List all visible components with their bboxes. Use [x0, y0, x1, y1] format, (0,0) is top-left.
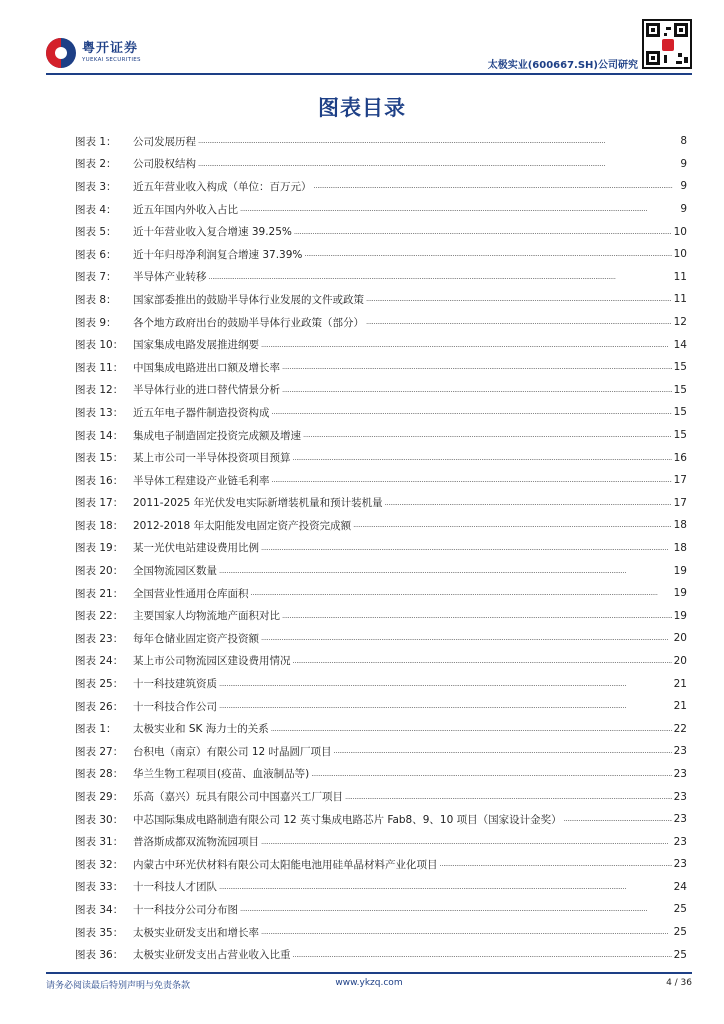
- toc-dot-leader: [198, 160, 673, 168]
- toc-entry-title: 内蒙古中环光伏材料有限公司太阳能电池用硅单晶材料产业化项目: [133, 858, 438, 871]
- logo-english-name: YUEKAI SECURITIES: [82, 57, 141, 64]
- toc-entry-page: 15: [673, 429, 687, 442]
- toc-entry-page: 16: [673, 451, 687, 464]
- toc-entry-title: 太极实业研发支出占营业收入比重: [133, 949, 291, 962]
- toc-entry-page: 11: [673, 293, 687, 306]
- toc-entry-page: 23: [673, 835, 687, 848]
- toc-entry-label: 图表 22：: [75, 610, 124, 623]
- toc-entry-title: 乐高（嘉兴）玩具有限公司中国嘉兴工厂项目: [133, 791, 343, 804]
- toc-entry-title: 各个地方政府出台的鼓励半导体行业政策（部分）: [133, 316, 364, 329]
- toc-entry-page: 19: [673, 564, 687, 577]
- toc-entry-title: 中国集成电路进出口额及增长率: [133, 361, 280, 374]
- toc-entry-page: 19: [673, 609, 687, 622]
- toc-entry-page: 18: [673, 519, 687, 532]
- toc-entry-page: 23: [673, 813, 687, 826]
- company-logo: [46, 36, 141, 70]
- toc-entry-page: 14: [673, 338, 687, 351]
- toc-entry-page: 9: [680, 180, 687, 193]
- toc-dot-leader: [272, 408, 672, 416]
- logo-name: 粤开证券: [82, 41, 139, 57]
- toc-entry-title: 公司股权结构: [133, 158, 196, 171]
- toc-entry-page: 17: [673, 496, 687, 509]
- toc-entry-title: 半导体产业转移: [133, 271, 207, 284]
- toc-entry-title: 国家集成电路发展推进纲要: [133, 339, 259, 352]
- toc-entry-title: 太极实业研发支出和增长率: [133, 926, 259, 939]
- toc-entry-title: 集成电子制造固定投资完成额及增速: [133, 429, 301, 442]
- toc-entry-label: 图表 16：: [75, 474, 124, 487]
- toc-entry-page: 21: [673, 677, 687, 690]
- toc-entry[interactable]: [75, 785, 687, 808]
- table-of-figures: [75, 130, 687, 966]
- toc-dot-leader: [282, 363, 672, 371]
- toc-dot-leader: [261, 544, 672, 552]
- toc-entry-label: 图表 1：: [75, 135, 117, 148]
- toc-entry-label: 图表 35：: [75, 926, 124, 939]
- logo-mark-icon: [46, 38, 76, 68]
- toc-entry[interactable]: [75, 763, 687, 786]
- toc-dot-leader: [251, 589, 672, 597]
- toc-dot-leader: [261, 341, 672, 349]
- toc-dot-leader: [271, 725, 672, 733]
- toc-entry-label: 图表 27：: [75, 745, 124, 758]
- toc-entry[interactable]: [75, 808, 687, 831]
- toc-entry-page: 10: [673, 248, 687, 261]
- toc-entry-page: 15: [673, 406, 687, 419]
- toc-entry-label: 图表 18：: [75, 519, 124, 532]
- toc-dot-leader: [272, 476, 672, 484]
- toc-entry-title: 太极实业和 SK 海力士的关系: [133, 723, 269, 736]
- page-footer: [46, 978, 692, 992]
- toc-dot-leader: [219, 702, 672, 710]
- toc-entry-label: 图表 7：: [75, 271, 117, 284]
- toc-entry[interactable]: [75, 898, 687, 921]
- toc-entry-page: 20: [673, 654, 687, 667]
- toc-entry-label: 图表 33：: [75, 881, 124, 894]
- page-number: 4 / 36: [666, 978, 692, 988]
- toc-entry-label: 图表 14：: [75, 429, 124, 442]
- toc-entry-label: 图表 1：: [75, 723, 117, 736]
- toc-entry-page: 22: [673, 722, 687, 735]
- page-title: 图表目录: [318, 96, 406, 120]
- toc-dot-leader: [334, 747, 672, 755]
- footer-divider: [46, 972, 692, 974]
- toc-entry[interactable]: [75, 672, 687, 695]
- toc-entry-label: 图表 34：: [75, 903, 124, 916]
- toc-entry-page: 9: [680, 157, 687, 170]
- toc-entry[interactable]: [75, 650, 687, 673]
- toc-entry[interactable]: [75, 220, 687, 243]
- toc-dot-leader: [314, 182, 674, 190]
- toc-entry-page: 15: [673, 383, 687, 396]
- toc-entry[interactable]: [75, 695, 687, 718]
- toc-entry-title: 近十年归母净利润复合增速 37.39%: [133, 248, 303, 261]
- toc-entry-label: 图表 21：: [75, 587, 124, 600]
- website-link[interactable]: www.ykzq.com: [335, 978, 403, 988]
- toc-entry[interactable]: [75, 943, 687, 966]
- toc-entry[interactable]: [75, 582, 687, 605]
- toc-entry-page: 19: [673, 587, 687, 600]
- toc-entry-title: 近五年营业收入构成（单位：百万元）: [133, 180, 312, 193]
- toc-dot-leader: [219, 567, 672, 575]
- toc-entry-title: 半导体工程建设产业链毛利率: [133, 474, 270, 487]
- toc-entry-title: 十一科技人才团队: [133, 881, 217, 894]
- toc-entry-label: 图表 17：: [75, 497, 124, 510]
- qr-code-icon: [642, 19, 692, 69]
- toc-entry-title: 全国物流园区数量: [133, 565, 217, 578]
- toc-entry-page: 12: [673, 316, 687, 329]
- toc-entry[interactable]: [75, 740, 687, 763]
- toc-entry-title: 某一光伏电站建设费用比例: [133, 542, 259, 555]
- toc-entry[interactable]: [75, 627, 687, 650]
- toc-entry-label: 图表 4：: [75, 203, 117, 216]
- toc-entry-label: 图表 32：: [75, 858, 124, 871]
- toc-entry[interactable]: [75, 469, 687, 492]
- toc-entry-page: 21: [673, 700, 687, 713]
- toc-entry-label: 图表 13：: [75, 406, 124, 419]
- toc-entry-label: 图表 8：: [75, 293, 117, 306]
- toc-entry-label: 图表 28：: [75, 768, 124, 781]
- toc-entry[interactable]: [75, 153, 687, 176]
- toc-dot-leader: [198, 137, 673, 145]
- toc-dot-leader: [564, 815, 672, 823]
- toc-entry-label: 图表 29：: [75, 791, 124, 804]
- toc-entry[interactable]: [75, 198, 687, 221]
- toc-entry[interactable]: [75, 921, 687, 944]
- toc-entry-title: 公司发展历程: [133, 135, 196, 148]
- toc-entry-page: 25: [673, 926, 687, 939]
- report-title: 太极实业(600667.SH)公司研究: [487, 60, 638, 71]
- toc-dot-leader: [353, 521, 672, 529]
- toc-dot-leader: [366, 318, 672, 326]
- toc-entry[interactable]: [75, 830, 687, 853]
- toc-entry-title: 全国营业性通用仓库面积: [133, 587, 249, 600]
- toc-dot-leader: [219, 680, 672, 688]
- toc-entry-page: 17: [673, 474, 687, 487]
- toc-entry[interactable]: [75, 604, 687, 627]
- toc-entry-title: 某上市公司物流园区建设费用情况: [133, 655, 291, 668]
- toc-entry[interactable]: [75, 514, 687, 537]
- toc-dot-leader: [261, 838, 672, 846]
- toc-entry[interactable]: [75, 356, 687, 379]
- toc-entry-title: 国家部委推出的鼓励半导体行业发展的文件或政策: [133, 293, 364, 306]
- page-header: [0, 0, 724, 80]
- toc-entry-label: 图表 9：: [75, 316, 117, 329]
- toc-entry[interactable]: [75, 559, 687, 582]
- toc-entry[interactable]: [75, 446, 687, 469]
- toc-dot-leader: [293, 454, 672, 462]
- toc-entry[interactable]: [75, 717, 687, 740]
- toc-entry-label: 图表 36：: [75, 949, 124, 962]
- toc-dot-leader: [282, 612, 672, 620]
- toc-entry-title: 近十年营业收入复合增速 39.25%: [133, 226, 292, 239]
- toc-entry[interactable]: [75, 424, 687, 447]
- toc-entry-label: 图表 20：: [75, 565, 124, 578]
- toc-entry-title: 十一科技分公司分布图: [133, 903, 238, 916]
- toc-entry[interactable]: [75, 853, 687, 876]
- toc-entry-label: 图表 3：: [75, 180, 117, 193]
- toc-entry[interactable]: [75, 537, 687, 560]
- toc-entry[interactable]: [75, 333, 687, 356]
- toc-entry-label: 图表 30：: [75, 813, 124, 826]
- toc-dot-leader: [385, 499, 672, 507]
- toc-entry-title: 台积电（南京）有限公司 12 吋晶圆厂项目: [133, 745, 332, 758]
- toc-dot-leader: [261, 634, 672, 642]
- toc-entry-title: 某上市公司一半导体投资项目预算: [133, 452, 291, 465]
- toc-dot-leader: [261, 928, 672, 936]
- toc-entry[interactable]: [75, 492, 687, 515]
- toc-dot-leader: [440, 860, 672, 868]
- toc-entry-title: 2012-2018 年太阳能发电固定资产投资完成额: [133, 519, 352, 532]
- toc-entry-page: 23: [673, 745, 687, 758]
- toc-entry-label: 图表 11：: [75, 361, 124, 374]
- toc-entry[interactable]: [75, 288, 687, 311]
- toc-entry-label: 图表 15：: [75, 452, 124, 465]
- toc-entry-title: 十一科技建筑资质: [133, 678, 217, 691]
- toc-entry-label: 图表 5：: [75, 226, 117, 239]
- toc-dot-leader: [304, 250, 671, 258]
- toc-entry-page: 10: [673, 225, 687, 238]
- toc-entry[interactable]: [75, 130, 687, 153]
- toc-entry-label: 图表 19：: [75, 542, 124, 555]
- toc-entry-page: 18: [673, 541, 687, 554]
- toc-entry-label: 图表 6：: [75, 248, 117, 261]
- toc-entry-title: 近五年国内外收入占比: [133, 203, 238, 216]
- toc-entry[interactable]: [75, 311, 687, 334]
- toc-entry-label: 图表 26：: [75, 700, 124, 713]
- toc-dot-leader: [282, 386, 672, 394]
- toc-entry[interactable]: [75, 379, 687, 402]
- toc-entry-page: 23: [673, 767, 687, 780]
- header-divider: [46, 73, 692, 75]
- toc-entry-page: 9: [680, 203, 687, 216]
- toc-dot-leader: [345, 793, 672, 801]
- toc-entry-page: 23: [673, 858, 687, 871]
- toc-dot-leader: [240, 905, 672, 913]
- toc-entry-page: 11: [673, 270, 687, 283]
- toc-entry[interactable]: [75, 876, 687, 899]
- toc-entry-title: 普洛斯成都双流物流园项目: [133, 836, 259, 849]
- toc-entry-page: 25: [673, 948, 687, 961]
- toc-entry-label: 图表 31：: [75, 836, 124, 849]
- toc-entry-label: 图表 10：: [75, 339, 124, 352]
- toc-entry-title: 近五年电子器件制造投资构成: [133, 406, 270, 419]
- toc-dot-leader: [219, 883, 672, 891]
- toc-entry-page: 20: [673, 632, 687, 645]
- toc-entry-label: 图表 24：: [75, 655, 124, 668]
- toc-entry-page: 24: [673, 880, 687, 893]
- toc-entry[interactable]: [75, 243, 687, 266]
- toc-dot-leader: [209, 273, 672, 281]
- toc-entry-title: 十一科技合作公司: [133, 700, 217, 713]
- disclaimer-link[interactable]: 请务必阅读最后特别声明与免责条款: [46, 981, 191, 991]
- toc-entry[interactable]: [75, 266, 687, 289]
- toc-entry[interactable]: [75, 401, 687, 424]
- toc-entry-page: 8: [680, 135, 687, 148]
- toc-entry-title: 2011-2025 年光伏发电实际新增装机量和预计装机量: [133, 497, 383, 510]
- toc-entry-page: 25: [673, 903, 687, 916]
- toc-entry-label: 图表 23：: [75, 632, 124, 645]
- toc-entry-title: 中芯国际集成电路制造有限公司 12 英寸集成电路芯片 Fab8、9、10 项目（国家设计金奖）: [133, 813, 562, 826]
- toc-dot-leader: [293, 657, 672, 665]
- toc-entry-page: 15: [673, 361, 687, 374]
- toc-dot-leader: [240, 205, 673, 213]
- toc-entry-page: 23: [673, 790, 687, 803]
- toc-entry-label: 图表 2：: [75, 158, 117, 171]
- toc-dot-leader: [311, 770, 671, 778]
- toc-dot-leader: [366, 295, 672, 303]
- toc-entry-title: 主要国家人均物流地产面积对比: [133, 610, 280, 623]
- toc-dot-leader: [294, 228, 672, 236]
- toc-entry-title: 半导体行业的进口替代情景分析: [133, 384, 280, 397]
- toc-entry-label: 图表 12：: [75, 384, 124, 397]
- toc-entry-title: 华兰生物工程项目(疫苗、血液制品等): [133, 768, 310, 781]
- toc-dot-leader: [293, 951, 672, 959]
- toc-entry[interactable]: [75, 175, 687, 198]
- toc-entry-label: 图表 25：: [75, 678, 124, 691]
- toc-dot-leader: [303, 431, 672, 439]
- toc-entry-title: 每年仓储业固定资产投资额: [133, 632, 259, 645]
